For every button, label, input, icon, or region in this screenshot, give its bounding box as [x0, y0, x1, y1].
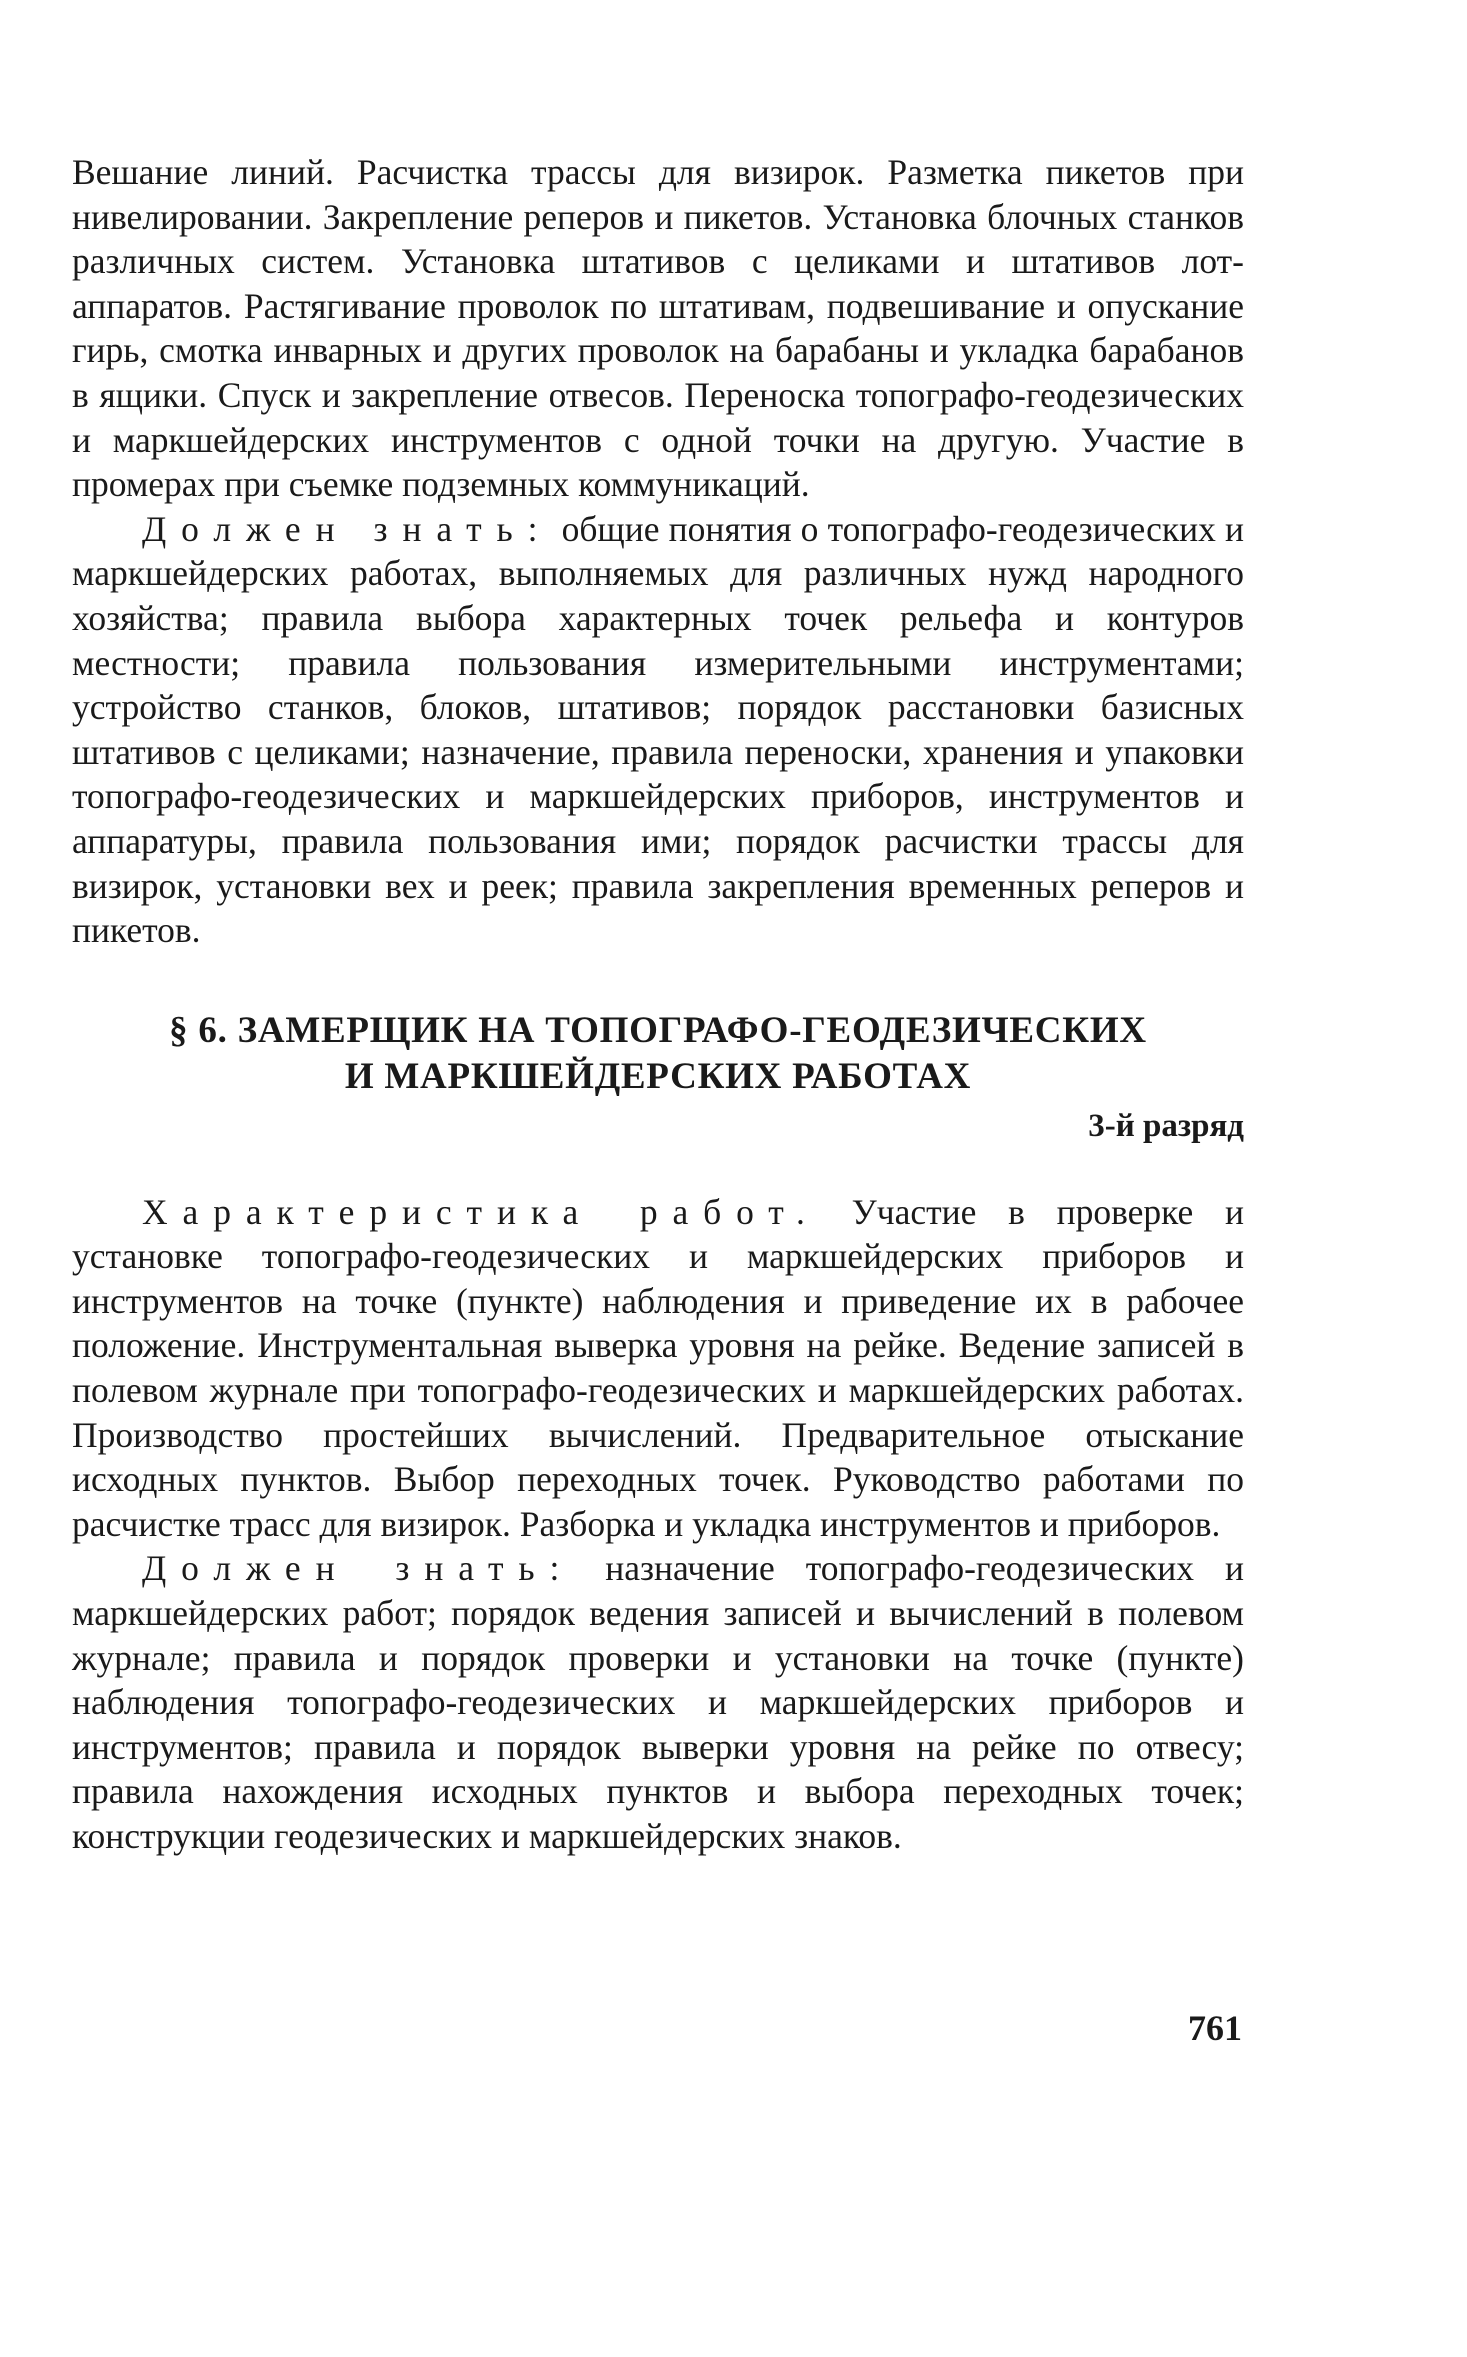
grade-label: 3-й разряд: [1088, 1107, 1244, 1144]
characteristics-text: Участие в проверке и установке топографо-геодезических и маркшейдерских приборов и инструментов на точке (пункте) наблюдения и приведение их в рабочее положение. Инструментальная выверка уровня на рейке. Ведение записей в полевом журнале при топографо-геодезических и маркшейдерских работах. Производство простейших вычислений. Предварительное отыскание исходных пунктов. Выбор переходных точек. Руководство работами по расчистке трасс для визирок. Разборка и укладка инструментов и приборов.: [72, 1191, 1244, 1544]
knowledge-paragraph-section6: [72, 1546, 1244, 1858]
section-heading: [72, 1008, 1244, 1100]
page-number: 761: [1188, 2008, 1242, 2048]
page-body: [72, 150, 1244, 1859]
knowledge-paragraph-section5: [72, 507, 1244, 953]
section-heading-line1: § 6. ЗАМЕРЩИК НА ТОПОГРАФО-ГЕОДЕЗИЧЕСКИХ: [169, 1009, 1147, 1051]
section-heading-line2: И МАРКШЕЙДЕРСКИХ РАБОТАХ: [344, 1055, 972, 1097]
intro-paragraph: Вешание линий. Расчистка трассы для визирок. Разметка пикетов при нивелировании. Закрепление реперов и пикетов. Установка блочных станков различных систем. Установка штативов с целиками и штативов лот-аппаратов. Растягивание проволок по штативам, подвешивание и опускание гирь, смотка инварных и других проволок на барабаны и укладка барабанов в ящики. Спуск и закрепление отвесов. Переноска топографо-геодезических и маркшейдерских инструментов с одной точки на другую. Участие в промерах при съемке подземных коммуникаций.: [72, 152, 1244, 505]
characteristics-label: Характеристика работ.: [142, 1191, 820, 1232]
knowledge-label: Должен знать:: [142, 1548, 575, 1589]
knowledge-label: Должен знать:: [142, 508, 553, 549]
characteristics-paragraph: [72, 1190, 1244, 1547]
knowledge-text: общие понятия о топографо-геодезических и маркшейдерских работах, выполняемых для различных нужд народного хозяйства; правила выбора характерных точек рельефа и контуров местности; правила пользования измерительными инструментами; устройство станков, блоков, штативов; порядок расстановки базисных штативов с целиками; назначение, правила переноски, хранения и упаковки топографо-геодезических и маркшейдерских приборов, инструментов и аппаратуры, правила пользования ими; порядок расчистки трассы для визирок, установки вех и реек; правила закрепления временных реперов и пикетов.: [72, 508, 1244, 951]
knowledge-text: назначение топографо-геодезических и маркшейдерских работ; порядок ведения записей и вычислений в полевом журнале; правила и порядок проверки и установки на точке (пункте) наблюдения топографо-геодезических и маркшейдерских приборов и инструментов; правила и порядок выверки уровня на рейке по отвесу; правила нахождения исходных пунктов и выбора переходных точек; конструкции геодезических и маркшейдерских знаков.: [72, 1548, 1244, 1856]
